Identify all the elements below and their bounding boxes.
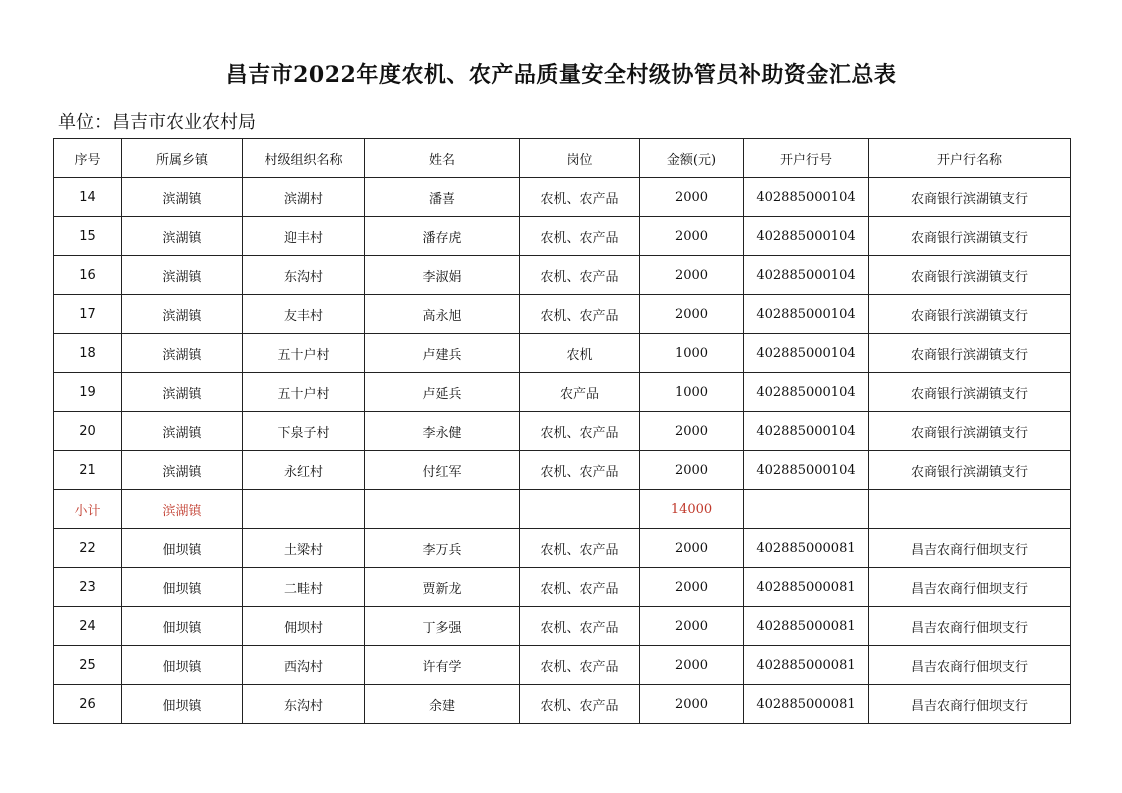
cell-post: 农机、农产品 — [520, 217, 640, 256]
cell-no: 14 — [54, 178, 122, 217]
table-row — [54, 295, 1071, 334]
cell-no: 21 — [54, 451, 122, 490]
cell-name: 李永健 — [365, 412, 520, 451]
cell-name: 卢延兵 — [365, 373, 520, 412]
cell-amount: 2000 — [640, 256, 744, 295]
cell-amount: 2000 — [640, 646, 744, 685]
table-row — [54, 568, 1071, 607]
cell-amount: 2000 — [640, 217, 744, 256]
cell-no: 23 — [54, 568, 122, 607]
cell-name: 潘喜 — [365, 178, 520, 217]
cell-bank-no: 402885000104 — [744, 217, 869, 256]
cell-post: 农机、农产品 — [520, 412, 640, 451]
cell-post: 农机、农产品 — [520, 178, 640, 217]
cell-bank-no: 402885000104 — [744, 295, 869, 334]
cell-bank-no: 402885000081 — [744, 646, 869, 685]
cell-bank-name: 农商银行滨湖镇支行 — [869, 256, 1071, 295]
cell-village: 土梁村 — [243, 529, 365, 568]
cell-bank-no: 402885000104 — [744, 178, 869, 217]
cell-bank-name: 昌吉农商行佃坝支行 — [869, 568, 1071, 607]
subtotal-empty-cell — [869, 490, 1071, 529]
cell-post: 农机、农产品 — [520, 451, 640, 490]
cell-amount: 2000 — [640, 451, 744, 490]
cell-village: 二畦村 — [243, 568, 365, 607]
cell-village: 五十户村 — [243, 334, 365, 373]
table-row — [54, 646, 1071, 685]
cell-name: 丁多强 — [365, 607, 520, 646]
cell-town: 滨湖镇 — [122, 334, 243, 373]
subtotal-empty-cell — [520, 490, 640, 529]
table-row — [54, 178, 1071, 217]
cell-name: 贾新龙 — [365, 568, 520, 607]
cell-village: 永红村 — [243, 451, 365, 490]
cell-town: 佃坝镇 — [122, 607, 243, 646]
cell-bank-no: 402885000081 — [744, 607, 869, 646]
table-row — [54, 685, 1071, 724]
cell-name: 付红军 — [365, 451, 520, 490]
subtotal-empty-cell — [243, 490, 365, 529]
cell-name: 卢建兵 — [365, 334, 520, 373]
table-row — [54, 412, 1071, 451]
cell-no: 24 — [54, 607, 122, 646]
cell-town: 滨湖镇 — [122, 256, 243, 295]
cell-no: 22 — [54, 529, 122, 568]
header-name: 姓名 — [365, 139, 520, 178]
cell-town: 滨湖镇 — [122, 373, 243, 412]
cell-no: 19 — [54, 373, 122, 412]
cell-bank-name: 农商银行滨湖镇支行 — [869, 178, 1071, 217]
cell-bank-name: 昌吉农商行佃坝支行 — [869, 529, 1071, 568]
cell-post: 农机、农产品 — [520, 529, 640, 568]
cell-bank-name: 农商银行滨湖镇支行 — [869, 451, 1071, 490]
header-bank-no: 开户行号 — [744, 139, 869, 178]
unit-label: 单位：昌吉市农业农村局 — [58, 112, 256, 133]
cell-town: 佃坝镇 — [122, 529, 243, 568]
cell-bank-name: 农商银行滨湖镇支行 — [869, 217, 1071, 256]
cell-name: 余建 — [365, 685, 520, 724]
cell-village: 迎丰村 — [243, 217, 365, 256]
cell-bank-name: 昌吉农商行佃坝支行 — [869, 685, 1071, 724]
cell-no: 26 — [54, 685, 122, 724]
cell-bank-name: 农商银行滨湖镇支行 — [869, 373, 1071, 412]
cell-name: 潘存虎 — [365, 217, 520, 256]
cell-amount: 1000 — [640, 334, 744, 373]
cell-post: 农机、农产品 — [520, 295, 640, 334]
subtotal-label: 小计 — [54, 490, 122, 529]
cell-bank-name: 昌吉农商行佃坝支行 — [869, 607, 1071, 646]
cell-no: 16 — [54, 256, 122, 295]
cell-town: 佃坝镇 — [122, 568, 243, 607]
cell-no: 15 — [54, 217, 122, 256]
cell-village: 滨湖村 — [243, 178, 365, 217]
cell-post: 农机、农产品 — [520, 568, 640, 607]
subtotal-amount: 14000 — [640, 490, 744, 529]
cell-town: 滨湖镇 — [122, 451, 243, 490]
cell-amount: 2000 — [640, 529, 744, 568]
cell-name: 李淑娟 — [365, 256, 520, 295]
cell-bank-no: 402885000081 — [744, 529, 869, 568]
cell-bank-name: 农商银行滨湖镇支行 — [869, 412, 1071, 451]
cell-amount: 2000 — [640, 568, 744, 607]
cell-post: 农机、农产品 — [520, 607, 640, 646]
cell-amount: 2000 — [640, 178, 744, 217]
cell-village: 东沟村 — [243, 685, 365, 724]
cell-village: 五十户村 — [243, 373, 365, 412]
cell-town: 滨湖镇 — [122, 178, 243, 217]
subsidy-table — [53, 138, 1071, 724]
table-row — [54, 373, 1071, 412]
cell-no: 25 — [54, 646, 122, 685]
page-title: 昌吉市2022年度农机、农产品质量安全村级协管员补助资金汇总表 — [225, 62, 897, 88]
table-row — [54, 451, 1071, 490]
cell-bank-no: 402885000104 — [744, 451, 869, 490]
subtotal-empty-cell — [744, 490, 869, 529]
cell-town: 佃坝镇 — [122, 685, 243, 724]
cell-bank-no: 402885000081 — [744, 685, 869, 724]
cell-village: 东沟村 — [243, 256, 365, 295]
table-row — [54, 607, 1071, 646]
header-town: 所属乡镇 — [122, 139, 243, 178]
cell-bank-no: 402885000104 — [744, 373, 869, 412]
cell-amount: 2000 — [640, 412, 744, 451]
table-header-row — [54, 139, 1071, 178]
table-row — [54, 256, 1071, 295]
header-amount: 金额(元) — [640, 139, 744, 178]
cell-amount: 1000 — [640, 373, 744, 412]
cell-post: 农机 — [520, 334, 640, 373]
cell-bank-no: 402885000104 — [744, 334, 869, 373]
table-row — [54, 217, 1071, 256]
cell-post: 农产品 — [520, 373, 640, 412]
cell-name: 许有学 — [365, 646, 520, 685]
cell-post: 农机、农产品 — [520, 646, 640, 685]
header-bank-name: 开户行名称 — [869, 139, 1071, 178]
cell-bank-no: 402885000081 — [744, 568, 869, 607]
subtotal-row — [54, 490, 1071, 529]
header-village: 村级组织名称 — [243, 139, 365, 178]
cell-amount: 2000 — [640, 607, 744, 646]
cell-village: 下泉子村 — [243, 412, 365, 451]
subtotal-town: 滨湖镇 — [122, 490, 243, 529]
cell-amount: 2000 — [640, 295, 744, 334]
header-post: 岗位 — [520, 139, 640, 178]
cell-name: 李万兵 — [365, 529, 520, 568]
cell-amount: 2000 — [640, 685, 744, 724]
header-no: 序号 — [54, 139, 122, 178]
cell-no: 18 — [54, 334, 122, 373]
cell-village: 西沟村 — [243, 646, 365, 685]
cell-post: 农机、农产品 — [520, 256, 640, 295]
cell-village: 友丰村 — [243, 295, 365, 334]
table-row — [54, 529, 1071, 568]
cell-town: 滨湖镇 — [122, 295, 243, 334]
cell-bank-no: 402885000104 — [744, 256, 869, 295]
cell-name: 高永旭 — [365, 295, 520, 334]
cell-no: 17 — [54, 295, 122, 334]
cell-bank-name: 农商银行滨湖镇支行 — [869, 334, 1071, 373]
cell-bank-name: 昌吉农商行佃坝支行 — [869, 646, 1071, 685]
cell-village: 佣坝村 — [243, 607, 365, 646]
subtotal-empty-cell — [365, 490, 520, 529]
cell-town: 滨湖镇 — [122, 217, 243, 256]
table-row — [54, 334, 1071, 373]
cell-bank-name: 农商银行滨湖镇支行 — [869, 295, 1071, 334]
cell-bank-no: 402885000104 — [744, 412, 869, 451]
cell-town: 佃坝镇 — [122, 646, 243, 685]
cell-town: 滨湖镇 — [122, 412, 243, 451]
cell-no: 20 — [54, 412, 122, 451]
cell-post: 农机、农产品 — [520, 685, 640, 724]
